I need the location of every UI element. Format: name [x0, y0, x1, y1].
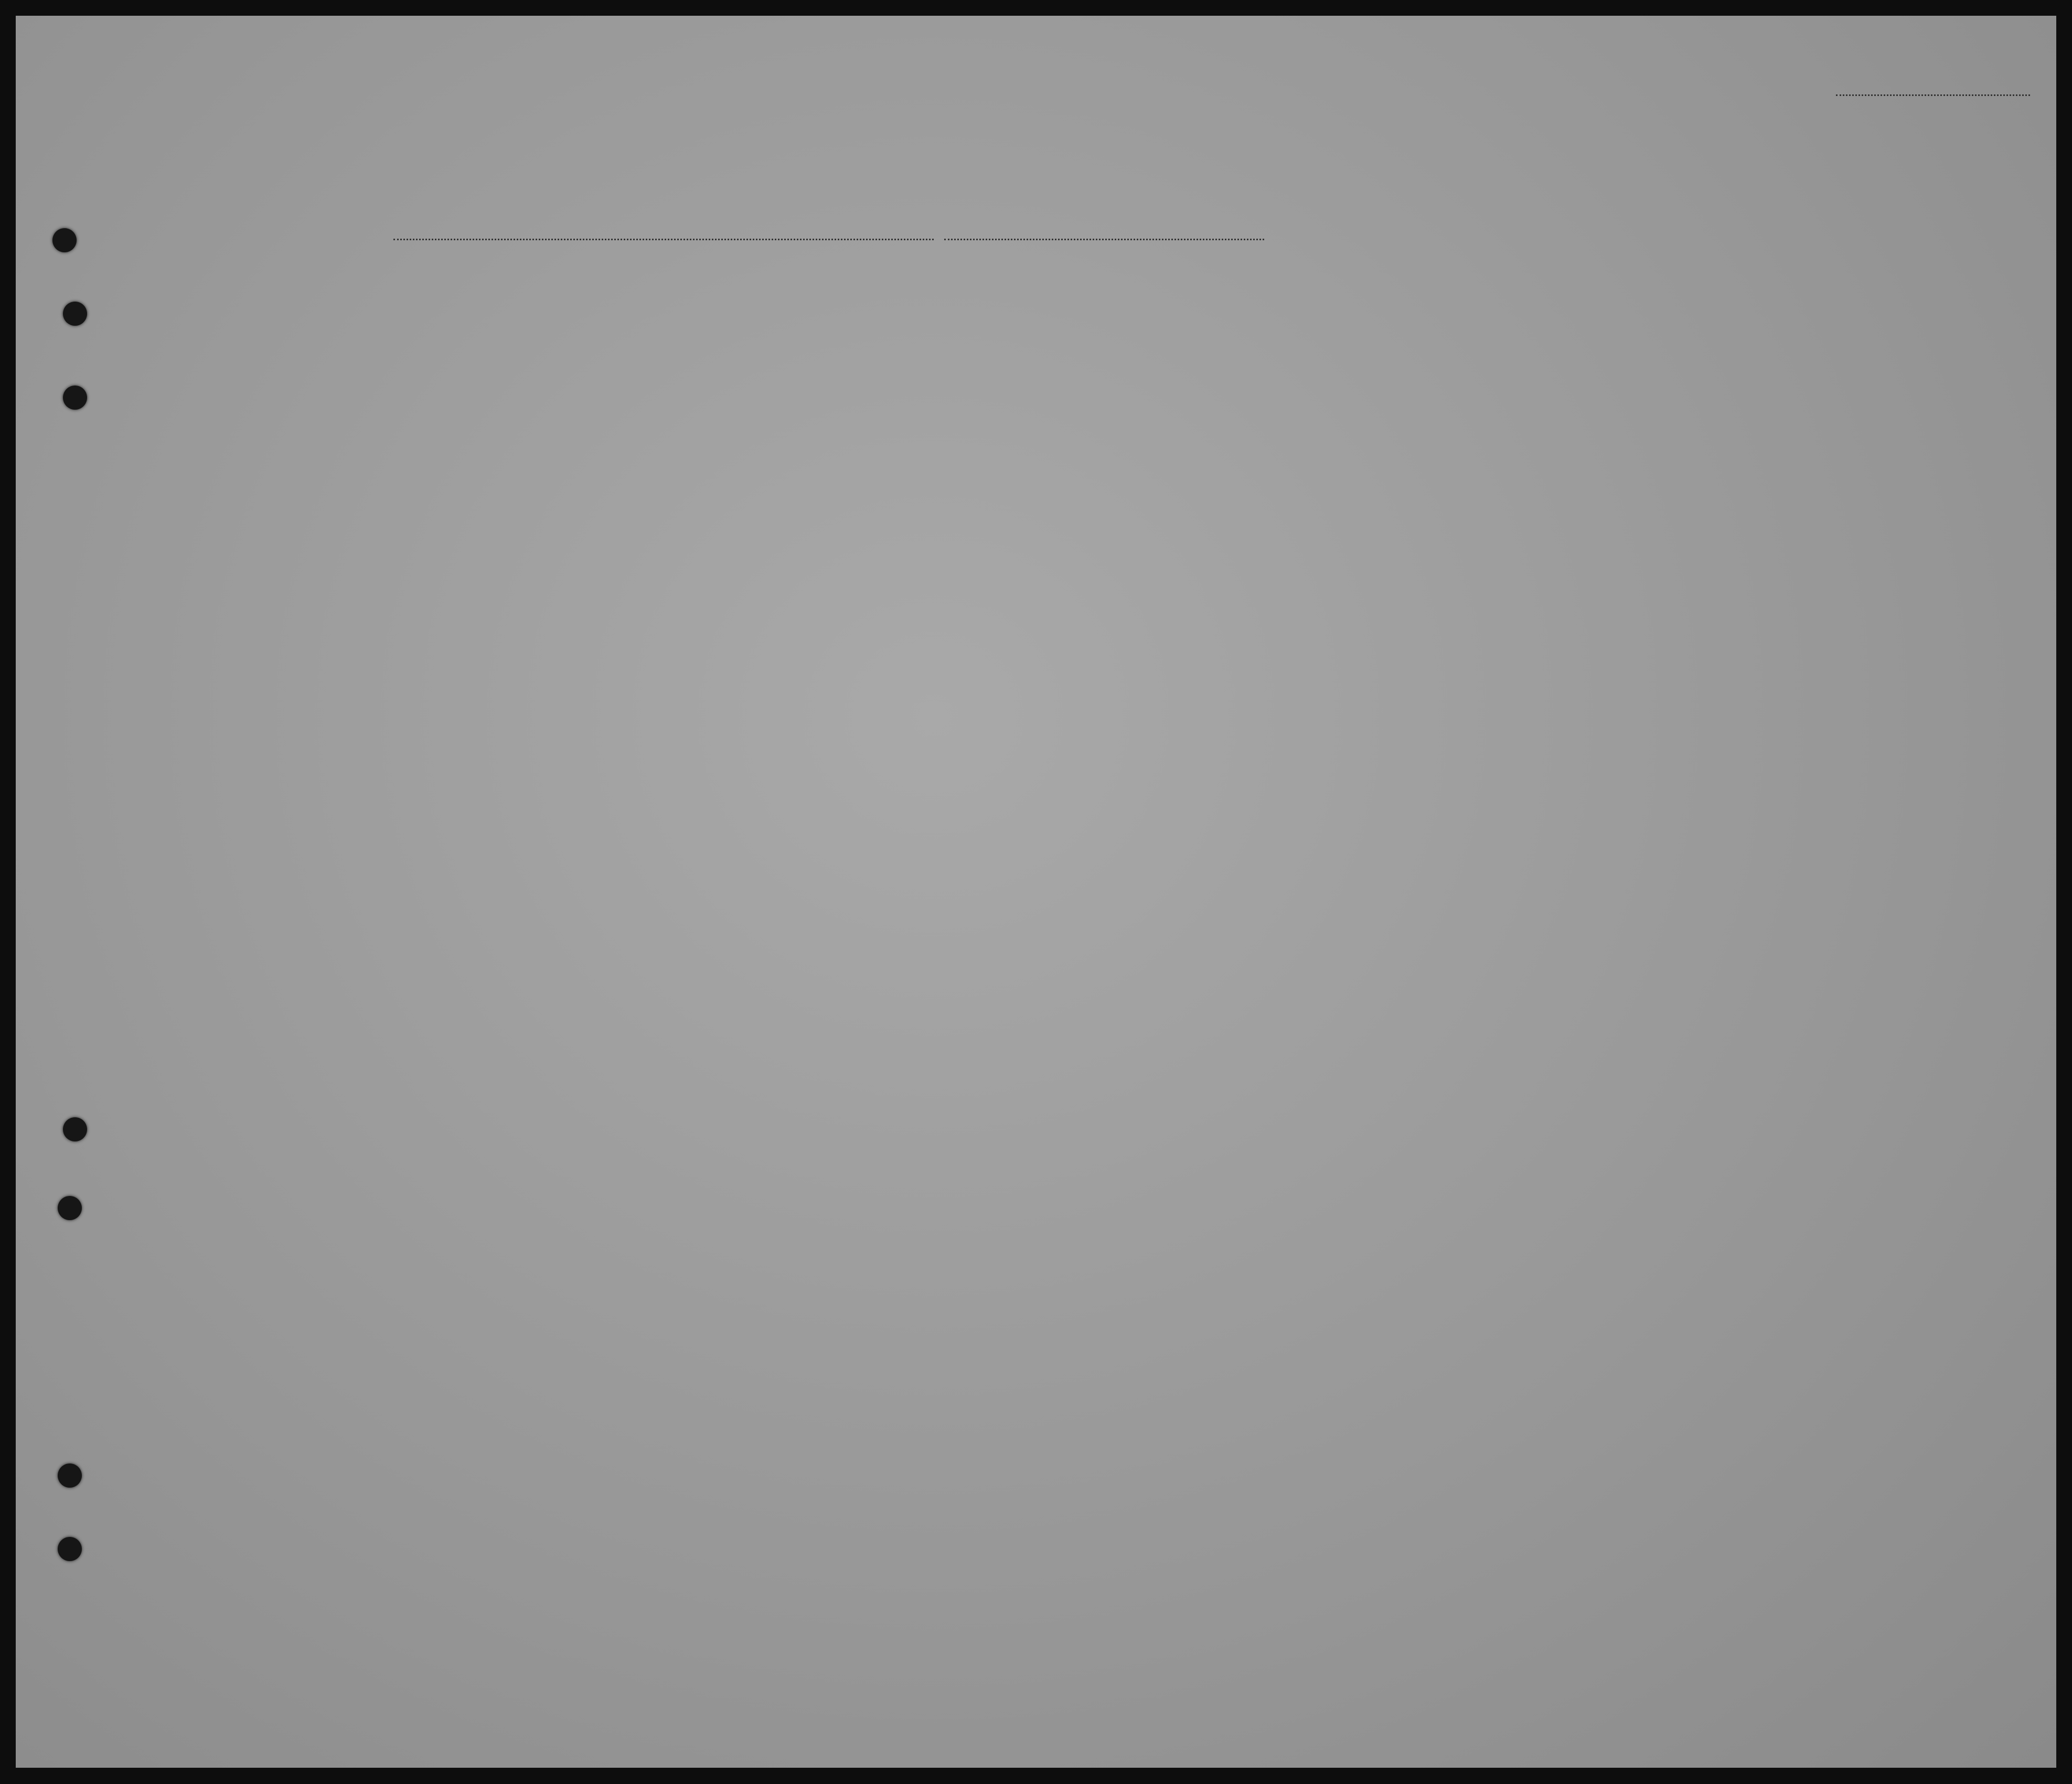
binder-hole: [63, 1117, 87, 1141]
header-q29: [1505, 302, 1555, 425]
header-purpose-a: [1191, 317, 1241, 422]
binder-hole: [63, 386, 87, 410]
header-purpose-c: [1319, 304, 1348, 422]
header-q30: [1563, 309, 1595, 422]
binder-hole: [58, 1196, 82, 1220]
header-possession: [750, 302, 776, 425]
header-purpose-b: [1246, 317, 1304, 422]
binder-hole: [58, 1537, 82, 1561]
header-ticket: [624, 302, 651, 425]
binder-hole: [58, 1463, 82, 1488]
header-q28: [1445, 302, 1503, 425]
manifest-sheet: [16, 16, 2056, 1768]
header-prison: [1351, 304, 1390, 422]
header-polygamist: [1395, 304, 1416, 422]
header-anarchist: [1427, 304, 1448, 422]
header-inches: [1734, 378, 1750, 420]
binder-hole: [63, 302, 87, 326]
manifest-grid: [16, 16, 2056, 1768]
binder-hole: [52, 228, 77, 252]
header-feet: [1712, 383, 1728, 420]
